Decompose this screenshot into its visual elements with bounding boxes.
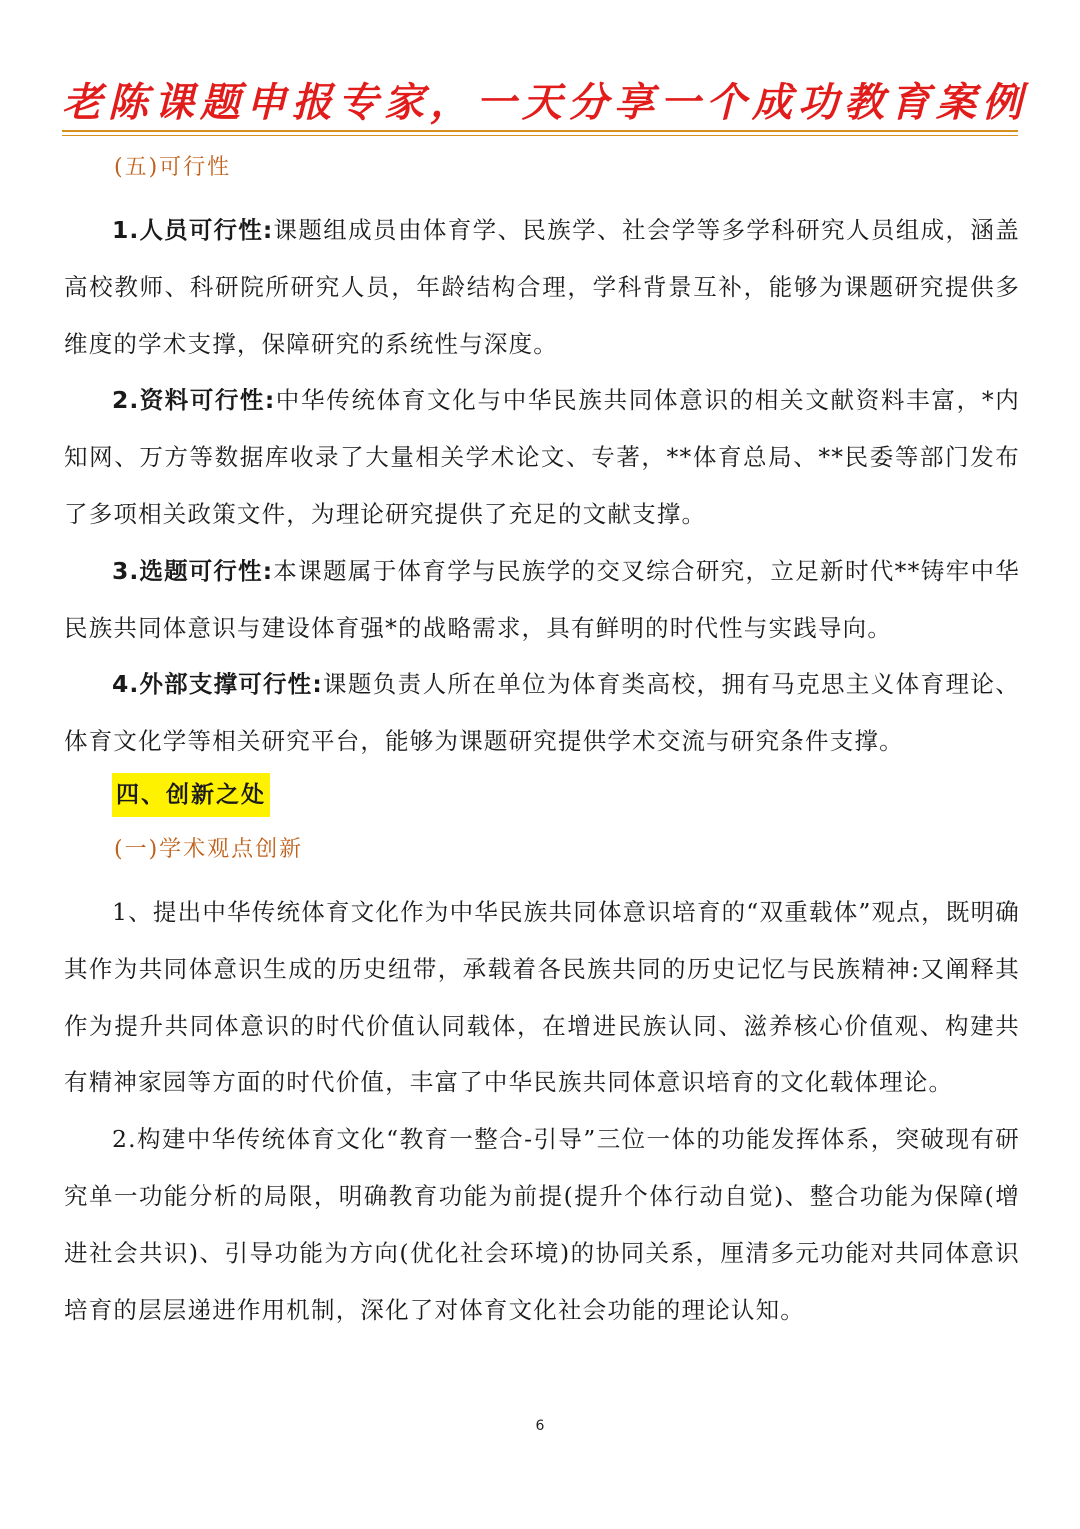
item-label: 2.资料可行性: — [112, 386, 276, 415]
item-text: 课题负责人所在单位为体育类高校，拥有马克思主义体育理论、体育文化学等相关研究平台，能够为课题研究提供学术交流与研究条件支撑。 — [64, 670, 1020, 756]
innovation-point: 1、提出中华传统体育文化作为中华民族共同体意识培育的“双重载体”观点，既明确其作为共同体意识生成的历史纽带，承载着各民族共同的历史记忆与民族精神:又阐释其作为提升共同体意识的时代价值认同载体，在增进民族认同、滋养核心价值观、构建共有精神家园等方面的时代价值，丰富了中华民族共同体意识培育的文化载体理论。 — [64, 897, 1020, 1097]
banner-title: 老陈课题申报专家，一天分享一个成功教育案例 — [62, 79, 1028, 126]
academic-innovation-heading: (一)学术观点创新 — [114, 836, 304, 862]
feasibility-item-topic — [64, 543, 1020, 657]
header-divider — [62, 130, 1018, 132]
item-text: 中华传统体育文化与中华民族共同体意识的相关文献资料丰富，*内知网、万方等数据库收录了大量相关学术论文、专著，**体育总局、**民委等部门发布了多项相关政策文件，为理论研究提供了充足的文献支撑。 — [64, 386, 1020, 528]
innovation-section-heading — [112, 772, 1020, 822]
item-text: 本课题属于体育学与民族学的交叉综合研究，立足新时代**铸牢中华民族共同体意识与建设体育强*的战略需求，具有鲜明的时代性与实践导向。 — [64, 556, 1020, 642]
feasibility-item-materials — [64, 372, 1020, 542]
feasibility-item-external-support — [64, 656, 1020, 770]
header-divider-thin — [62, 135, 1018, 136]
section-title-highlight: 四、创新之处 — [112, 773, 270, 817]
item-text: 课题组成员由体育学、民族学、社会学等多学科研究人员组成，涵盖高校教师、科研院所研究人员，年龄结构合理，学科背景互补，能够为课题研究提供多维度的学术支撑，保障研究的系统性与深度。 — [64, 216, 1020, 358]
item-label: 4.外部支撑可行性: — [112, 670, 323, 699]
feasibility-heading: (五)可行性 — [114, 155, 232, 180]
page-number: 6 — [535, 1418, 545, 1434]
item-label: 3.选题可行性: — [112, 556, 274, 585]
document-body — [64, 146, 1020, 1338]
feasibility-item-personnel — [64, 202, 1020, 372]
innovation-point: 2.构建中华传统体育文化“教育一整合-引导”三位一体的功能发挥体系，突破现有研究单一功能分析的局限，明确教育功能为前提(提升个体行动自觉)、整合功能为保障(增进社会共识)、引导功能为方向(优化社会环境)的协同关系，厘清多元功能对共同体意识培育的层层递进作用机制，深化了对体育文化社会功能的理论认知。 — [64, 1125, 1020, 1324]
header-banner — [62, 76, 1028, 136]
item-label: 1.人员可行性: — [112, 216, 274, 244]
